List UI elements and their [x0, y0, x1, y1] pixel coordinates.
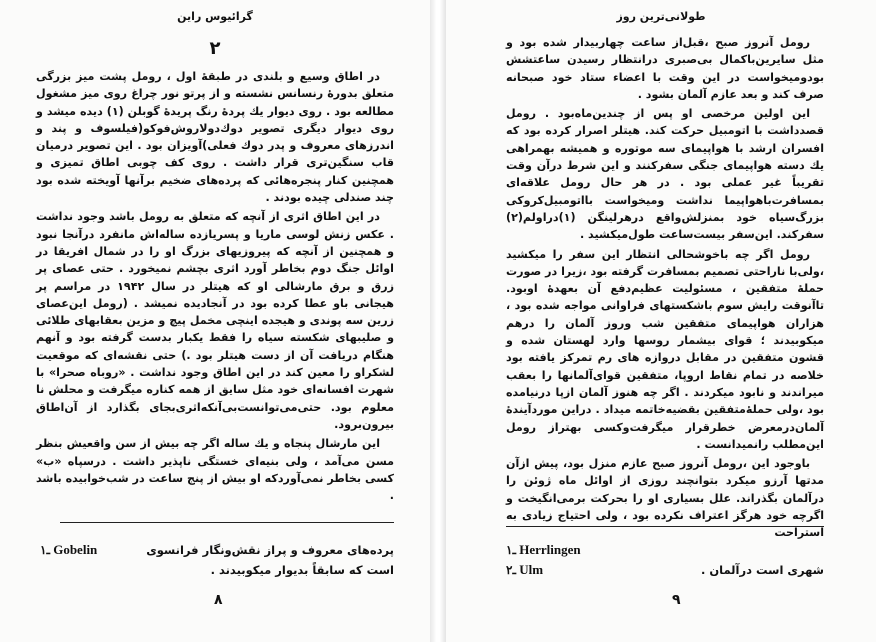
- footnote-marker: ۱ـ: [506, 543, 516, 557]
- paragraph: این اولین مرخصی او پس از چندین‌ماه‌بود . رومل قصدداشت با اتومبیل حركت كند. هیتلر اصرار كرده بود كه افسران ارشد با هواپیمای سه موتوره و همیشه بهمراهی یك دسته هواپیمای جنگی سفركنند و این شرط درآن وقت تقریباً غیر عملی بود . در هر حال رومل علاقه‌ای بمسافرت‌باهواپیما نداشت ومیخواست بااتومبیل‌كروكی بزرگ‌سیاه خود بمنزلش‌واقع درهرلینگن (۱)دراولم(۲) سفركند. این‌سفر بیست‌ساعت طول‌میكشید .: [506, 107, 824, 242]
- paragraph: در این اطاق اثری از آنچه كه متعلق به رومل باشد وجود نداشت . عكس زنش لوسی ماریا و پسریازده ساله‌اش مانفرد درآنجا نبود و همچنین از آنچه كه پیروزیهای بزرگ او را در شمال افریقا در اوائل جنگ دوم بخاطر آورد اثری بچشم نمیخورد . حتی عصای پر زرق و برق مارشالی او كه هیتلر در سال ۱۹۴۲ در مراسم پر هیجانی باو عطا كرده بود در آنجادیده نمیشد . (رومل این‌عصای زرین سه پوندی و هیجده اینچی مخمل پیچ و مزین بعقابهای طلائی و صلیبهای شكسته سیاه را فقط یكبار بدست گرفته بود و آنهم هنگام دریافت آن از دست هیتلر بود .) حتی نقشه‌ای كه موقعیت لشكراو را معین كند در این اطاق وجود نداشت . «روباه صحرا» با شهرت افسانه‌ای خود مثل سایق از همه كناره میگرفت و محلش نا معلوم بود. حتی‌می‌توانست‌بی‌آنكه‌اثری‌بجای بگذارد از آن‌اطاق بیرون‌برود.: [36, 210, 394, 431]
- footnote-row: [506, 560, 824, 580]
- book-gutter: [430, 0, 446, 642]
- left-page: [0, 0, 430, 642]
- running-header-author: گرائیوس راین: [177, 10, 253, 23]
- page-number: ۸: [214, 592, 223, 608]
- right-body-text: [506, 34, 824, 544]
- footnote-continuation: است كه سابقاً بدیوار میكوبیدند .: [210, 563, 394, 577]
- right-footnotes: [506, 540, 824, 580]
- paragraph: باوجود این ،رومل آنروز صبح عازم منزل بود، پیش ازآن مدتها آرزو میكرد بتوانچند روزی از اوائل ماه ژوئن را درآلمان بگذراند. علل بسیاری او را بحركت برمی‌انگیخت و اگرچه خود هرگز اعتراف نكرده بود ، ولی احتیاج زیادی به استراحت: [506, 457, 824, 540]
- footnote-latin-term: [506, 560, 543, 580]
- footnote-marker: ۲ـ: [506, 563, 516, 577]
- footnote-latin-term: [40, 540, 97, 560]
- paragraph: رومل اگر چه باخوشحالی انتظار این سفر را میكشید ،ولی‌با ناراحتی تصمیم بمسافرت گرفته بود ،زیرا در صورت حملهٔ متفقین ، مسئولیت عظیم‌دفع آن بعهدهٔ اوبود. تاآنوقت رایش سوم باشكستهای فراوانی مواجه شده بود ، هزاران هواپیمای متفقین شب وروز آلمان را درهم میكوبیدند ؛ قوای بیشمار روسها وارد لهستان شده و قشون متفقین در مقابل دروازه های رم تمركز یافته بود خلاصه در تمام نقاط اروپا، متفقین قوای‌آلمانها را بعقب میراندند و نابود میكردند . اگر چه هنوز آلمان ازپا درنیامده بود ،ولی حملهٔ‌متفقین بقضیه‌خاتمه میداد . دراین موردآیندهٔ آلمان‌درمعرض خطرقرار میگرفت‌وكسی بهتراز رومل این‌مطلب رانمیدانست .: [506, 247, 824, 451]
- footnote-row: [40, 540, 394, 560]
- footnote-text: پرده‌های معروف و پراز نقش‌ونگار فرانسوی: [146, 543, 394, 557]
- chapter-number: ۲: [209, 38, 221, 59]
- footnote-marker: ۱ـ: [40, 543, 50, 557]
- paragraph: این مارشال پنجاه و یك ساله اگر چه بیش از سن واقعیش بنظر مسن می‌آمد ، ولی بنیه‌ای خستگی ناپذیر داشت . درسپاه «ب» كسی بخاطر نمی‌آوردكه او بیش از پنج ساعت در شب‌خوابیده باشد .: [36, 437, 394, 503]
- footnote-row: [506, 540, 824, 560]
- left-body-text: [36, 68, 394, 506]
- page-number: ۹: [672, 592, 681, 608]
- footnote-divider: [60, 522, 394, 523]
- footnote-latin: Herrlingen: [519, 542, 581, 557]
- footnote-latin: Ulm: [519, 562, 544, 577]
- left-footnotes: [40, 540, 394, 580]
- right-page: [446, 0, 876, 642]
- footnote-latin-term: [506, 540, 581, 560]
- paragraph: در اطاق وسیع و بلندی در طبقهٔ اول ، رومل پشت میز بزرگی متعلق بدورهٔ رنسانس نشسته و از پرتو نور چراغ روی میز مشغول مطالعه بود . روی دیوار یك پردهٔ رنگ پریدهٔ گوبلن (۱) دیده میشد و روی دیوار دیگری تصویر دوك‌دولاروش‌فوكو(فیلسوف و پند و اندرزهای معروف و پدر دوك فعلی)آویزان بود . این تصویر درمیان قاب سنگین‌تری قرار داشت . روی كف چوبی اطاق تمیزی و همچنین كنار پنجره‌هائی كه پرده‌های ضخیم برآنها آویخته شده بود چند صندلی چیده بودند .: [36, 70, 394, 205]
- footnote-latin: Gobelin: [53, 542, 98, 557]
- footnote-divider: [506, 526, 824, 527]
- footnote-text: شهری است درآلمان .: [700, 563, 824, 577]
- paragraph: رومل آنروز صبح ،قبل‌از ساعت چهاربیدار شده بود و مثل سایرین‌باكمال بی‌صبری درانتظار رسیدن ساعتشش بودومیخواست در این وقت با اعضاء ستاد خود صبحانه صرف كند و بعد عازم آلمان بشود .: [506, 36, 824, 101]
- running-header-title: طولانی‌ترین روز: [616, 10, 706, 23]
